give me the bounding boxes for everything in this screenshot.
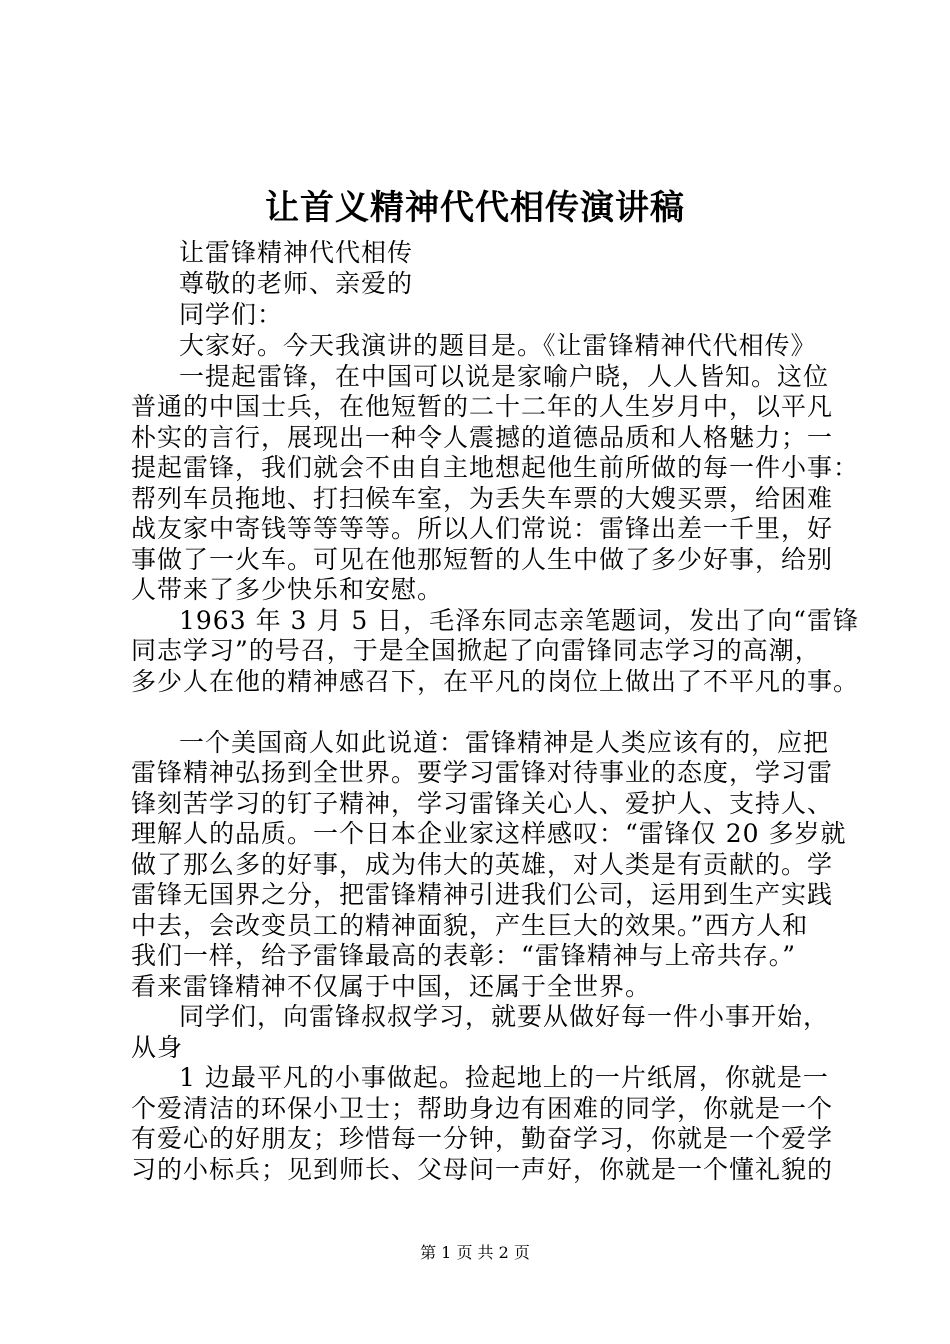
text-line: 看来雷锋精神不仅属于中国，还属于全世界。 [131, 972, 652, 1001]
text-line: 做了那么多的好事，成为伟大的英雄，对人类是有贡献的。学 [131, 850, 834, 879]
text-line: 让雷锋精神代代相传 [179, 238, 414, 267]
page-footer: 第 1 页 共 2 页 [420, 1243, 530, 1262]
text-line: 理解人的品质。一个日本企业家这样感叹：“雷锋仅 20 多岁就 [131, 819, 847, 848]
text-line: 普通的中国士兵，在他短暂的二十二年的人生岁月中，以平凡 [131, 392, 834, 421]
text-line: 尊敬的老师、亲爱的 [179, 269, 414, 298]
text-line: 一提起雷锋，在中国可以说是家喻户晓，人人皆知。这位 [179, 362, 830, 391]
text-line: 1963 年 3 月 5 日，毛泽东同志亲笔题词，发出了向“雷锋 [179, 606, 859, 635]
text-line: 帮列车员拖地、打扫候车室，为丢失车票的大嫂买票，给困难 [131, 484, 834, 513]
text-line: 习的小标兵；见到师长、父母问一声好，你就是一个懂礼貌的 [131, 1155, 834, 1184]
text-line: 同学们： [179, 300, 284, 329]
text-line: 同志学习”的号召，于是全国掀起了向雷锋同志学习的高潮， [131, 636, 821, 665]
text-line: 有爱心的好朋友；珍惜每一分钟，勤奋学习，你就是一个爱学 [131, 1124, 834, 1153]
text-line: 个爱清洁的环保小卫士；帮助身边有困难的同学，你就是一个 [131, 1094, 834, 1123]
text-line: 中去，会改变员工的精神面貌，产生巨大的效果。”西方人和 [131, 911, 809, 940]
text-line: 1 边最平凡的小事做起。捡起地上的一片纸屑，你就是一 [179, 1063, 829, 1092]
text-line: 从身 [131, 1033, 184, 1062]
text-line: 朴实的言行，展现出一种令人震撼的道德品质和人格魅力；一 [131, 423, 834, 452]
text-line: 雷锋无国界之分，把雷锋精神引进我们公司，运用到生产实践 [131, 880, 834, 909]
text-line: 人带来了多少快乐和安慰。 [131, 575, 444, 604]
text-line: 多少人在他的精神感召下，在平凡的岗位上做出了不平凡的事。 [131, 667, 860, 696]
text-line: 同学们，向雷锋叔叔学习，就要从做好每一件小事开始， [179, 1002, 830, 1031]
text-line: 大家好。今天我演讲的题目是。《让雷锋精神代代相传》 [179, 331, 817, 360]
text-line: 提起雷锋，我们就会不由自主地想起他生前所做的每一件小事： [131, 453, 860, 482]
text-line: 雷锋精神弘扬到全世界。要学习雷锋对待事业的态度，学习雷 [131, 758, 834, 787]
text-line: 战友家中寄钱等等等等。所以人们常说：雷锋出差一千里，好 [131, 514, 834, 543]
text-line: 我们一样，给予雷锋最高的表彰：“雷锋精神与上帝共存。” [131, 941, 797, 970]
text-line: 锋刻苦学习的钉子精神，学习雷锋关心人、爱护人、支持人、 [131, 789, 834, 818]
text-line: 事做了一火车。可见在他那短暂的人生中做了多少好事，给别 [131, 545, 834, 574]
text-line: 一个美国商人如此说道：雷锋精神是人类应该有的，应把 [179, 728, 830, 757]
document-title: 让首义精神代代相传演讲稿 [265, 188, 685, 228]
